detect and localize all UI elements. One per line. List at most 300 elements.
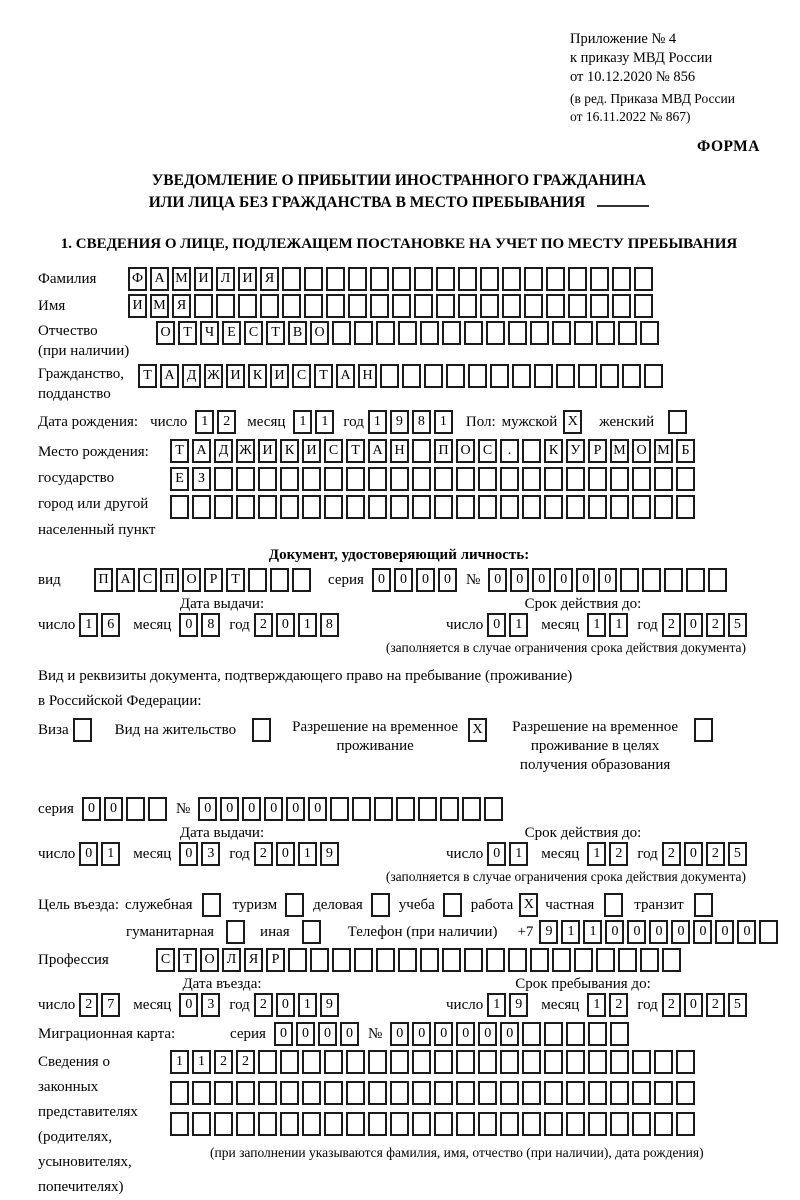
char-cell[interactable] <box>396 797 415 821</box>
char-cell[interactable]: 1 <box>298 842 317 866</box>
char-cell[interactable] <box>759 920 778 944</box>
char-cell[interactable]: 2 <box>254 993 273 1017</box>
char-cell[interactable]: К <box>544 439 563 463</box>
char-cell[interactable]: 7 <box>101 993 120 1017</box>
char-cell[interactable] <box>544 1050 563 1074</box>
char-cell[interactable] <box>478 1112 497 1136</box>
char-cell[interactable]: И <box>302 439 321 463</box>
char-cell[interactable]: Л <box>216 267 235 291</box>
char-cell[interactable]: X <box>468 718 487 742</box>
char-cell[interactable]: 5 <box>728 613 747 637</box>
char-cell[interactable]: 8 <box>412 410 431 434</box>
char-cell[interactable]: 1 <box>192 1050 211 1074</box>
char-cell[interactable] <box>544 1112 563 1136</box>
char-cell[interactable] <box>632 495 651 519</box>
char-cell[interactable] <box>302 495 321 519</box>
char-cell[interactable] <box>346 1112 365 1136</box>
char-cell[interactable]: С <box>244 321 263 345</box>
char-cell[interactable] <box>588 1022 607 1046</box>
char-cell[interactable] <box>214 1081 233 1105</box>
char-cell[interactable] <box>434 1112 453 1136</box>
char-cell[interactable] <box>282 267 301 291</box>
char-cell[interactable]: А <box>368 439 387 463</box>
char-cell[interactable]: 1 <box>509 613 528 637</box>
char-cell[interactable] <box>544 1022 563 1046</box>
char-cell[interactable]: Ч <box>200 321 219 345</box>
char-cell[interactable]: 1 <box>434 410 453 434</box>
char-cell[interactable] <box>216 294 235 318</box>
char-cell[interactable] <box>170 1112 189 1136</box>
char-cell[interactable] <box>412 1081 431 1105</box>
char-cell[interactable]: 2 <box>214 1050 233 1074</box>
char-cell[interactable] <box>442 948 461 972</box>
char-cell[interactable]: 0 <box>487 842 506 866</box>
char-cell[interactable] <box>214 467 233 491</box>
char-cell[interactable] <box>478 1050 497 1074</box>
char-cell[interactable]: 0 <box>693 920 712 944</box>
char-cell[interactable] <box>590 267 609 291</box>
char-cell[interactable] <box>500 1050 519 1074</box>
char-cell[interactable] <box>332 321 351 345</box>
char-cell[interactable]: Т <box>266 321 285 345</box>
char-cell[interactable] <box>524 267 543 291</box>
char-cell[interactable] <box>502 267 521 291</box>
char-cell[interactable]: 0 <box>179 842 198 866</box>
char-cell[interactable]: 0 <box>715 920 734 944</box>
char-cell[interactable]: И <box>128 294 147 318</box>
char-cell[interactable] <box>285 893 304 917</box>
char-cell[interactable]: О <box>456 439 475 463</box>
char-cell[interactable] <box>258 495 277 519</box>
char-cell[interactable] <box>522 1112 541 1136</box>
char-cell[interactable]: 0 <box>576 568 595 592</box>
char-cell[interactable] <box>302 1050 321 1074</box>
char-cell[interactable] <box>292 568 311 592</box>
char-cell[interactable] <box>238 294 257 318</box>
char-cell[interactable]: Р <box>266 948 285 972</box>
char-cell[interactable] <box>508 948 527 972</box>
char-cell[interactable] <box>236 1081 255 1105</box>
char-cell[interactable] <box>632 467 651 491</box>
char-cell[interactable]: 0 <box>532 568 551 592</box>
char-cell[interactable]: 0 <box>179 613 198 637</box>
char-cell[interactable]: С <box>138 568 157 592</box>
char-cell[interactable] <box>371 893 390 917</box>
char-cell[interactable] <box>640 321 659 345</box>
char-cell[interactable]: 9 <box>390 410 409 434</box>
char-cell[interactable] <box>478 467 497 491</box>
char-cell[interactable]: 0 <box>456 1022 475 1046</box>
char-cell[interactable] <box>392 294 411 318</box>
char-cell[interactable] <box>632 1050 651 1074</box>
char-cell[interactable]: К <box>248 364 267 388</box>
char-cell[interactable] <box>604 893 623 917</box>
char-cell[interactable] <box>588 467 607 491</box>
char-cell[interactable] <box>458 294 477 318</box>
char-cell[interactable]: 9 <box>320 993 339 1017</box>
char-cell[interactable] <box>546 267 565 291</box>
char-cell[interactable]: 0 <box>434 1022 453 1046</box>
char-cell[interactable]: М <box>610 439 629 463</box>
char-cell[interactable]: Л <box>222 948 241 972</box>
char-cell[interactable] <box>202 893 221 917</box>
char-cell[interactable] <box>500 1112 519 1136</box>
char-cell[interactable] <box>456 1112 475 1136</box>
char-cell[interactable] <box>304 267 323 291</box>
char-cell[interactable] <box>654 1050 673 1074</box>
char-cell[interactable] <box>566 1022 585 1046</box>
char-cell[interactable] <box>390 1112 409 1136</box>
char-cell[interactable] <box>544 1081 563 1105</box>
char-cell[interactable] <box>414 267 433 291</box>
char-cell[interactable] <box>556 364 575 388</box>
char-cell[interactable] <box>574 321 593 345</box>
char-cell[interactable]: П <box>434 439 453 463</box>
char-cell[interactable] <box>443 893 462 917</box>
char-cell[interactable]: А <box>192 439 211 463</box>
char-cell[interactable] <box>434 1081 453 1105</box>
char-cell[interactable]: 1 <box>561 920 580 944</box>
char-cell[interactable] <box>332 948 351 972</box>
char-cell[interactable]: 9 <box>320 842 339 866</box>
char-cell[interactable] <box>634 294 653 318</box>
char-cell[interactable]: 2 <box>706 613 725 637</box>
char-cell[interactable] <box>346 467 365 491</box>
char-cell[interactable]: 0 <box>274 1022 293 1046</box>
char-cell[interactable] <box>588 1081 607 1105</box>
char-cell[interactable] <box>500 1081 519 1105</box>
char-cell[interactable]: И <box>238 267 257 291</box>
char-cell[interactable] <box>370 267 389 291</box>
char-cell[interactable] <box>456 1081 475 1105</box>
char-cell[interactable]: 0 <box>478 1022 497 1046</box>
char-cell[interactable] <box>544 467 563 491</box>
char-cell[interactable] <box>618 321 637 345</box>
char-cell[interactable] <box>236 495 255 519</box>
char-cell[interactable] <box>252 718 271 742</box>
char-cell[interactable]: Т <box>178 948 197 972</box>
char-cell[interactable] <box>530 948 549 972</box>
char-cell[interactable] <box>566 1050 585 1074</box>
char-cell[interactable] <box>686 568 705 592</box>
char-cell[interactable] <box>610 467 629 491</box>
char-cell[interactable]: 0 <box>684 842 703 866</box>
char-cell[interactable] <box>478 1081 497 1105</box>
char-cell[interactable] <box>392 267 411 291</box>
char-cell[interactable]: 2 <box>236 1050 255 1074</box>
char-cell[interactable] <box>302 920 321 944</box>
char-cell[interactable] <box>464 948 483 972</box>
char-cell[interactable] <box>412 1112 431 1136</box>
char-cell[interactable] <box>236 467 255 491</box>
char-cell[interactable] <box>642 568 661 592</box>
char-cell[interactable] <box>610 1112 629 1136</box>
char-cell[interactable] <box>456 495 475 519</box>
char-cell[interactable] <box>326 294 345 318</box>
char-cell[interactable] <box>352 797 371 821</box>
char-cell[interactable] <box>354 948 373 972</box>
char-cell[interactable] <box>192 495 211 519</box>
char-cell[interactable]: М <box>654 439 673 463</box>
char-cell[interactable] <box>618 948 637 972</box>
char-cell[interactable]: А <box>150 267 169 291</box>
char-cell[interactable] <box>524 294 543 318</box>
char-cell[interactable]: 1 <box>195 410 214 434</box>
char-cell[interactable] <box>632 1081 651 1105</box>
char-cell[interactable] <box>436 294 455 318</box>
char-cell[interactable]: Ж <box>204 364 223 388</box>
char-cell[interactable] <box>694 893 713 917</box>
char-cell[interactable]: 9 <box>539 920 558 944</box>
char-cell[interactable]: 0 <box>179 993 198 1017</box>
char-cell[interactable] <box>676 1050 695 1074</box>
char-cell[interactable] <box>282 294 301 318</box>
char-cell[interactable] <box>600 364 619 388</box>
char-cell[interactable] <box>348 267 367 291</box>
char-cell[interactable] <box>324 467 343 491</box>
char-cell[interactable] <box>610 1022 629 1046</box>
char-cell[interactable]: 2 <box>254 613 273 637</box>
char-cell[interactable]: 2 <box>254 842 273 866</box>
char-cell[interactable]: 0 <box>737 920 756 944</box>
char-cell[interactable]: С <box>478 439 497 463</box>
char-cell[interactable]: М <box>150 294 169 318</box>
char-cell[interactable] <box>522 1081 541 1105</box>
char-cell[interactable]: Т <box>170 439 189 463</box>
char-cell[interactable] <box>464 321 483 345</box>
char-cell[interactable] <box>258 1081 277 1105</box>
char-cell[interactable]: 2 <box>662 842 681 866</box>
char-cell[interactable]: Я <box>172 294 191 318</box>
char-cell[interactable] <box>412 467 431 491</box>
char-cell[interactable] <box>522 467 541 491</box>
char-cell[interactable]: 0 <box>598 568 617 592</box>
char-cell[interactable] <box>346 495 365 519</box>
char-cell[interactable] <box>302 467 321 491</box>
char-cell[interactable] <box>348 294 367 318</box>
char-cell[interactable] <box>258 1050 277 1074</box>
char-cell[interactable]: О <box>310 321 329 345</box>
char-cell[interactable] <box>412 1050 431 1074</box>
char-cell[interactable] <box>302 1081 321 1105</box>
char-cell[interactable] <box>280 1050 299 1074</box>
char-cell[interactable] <box>368 495 387 519</box>
char-cell[interactable]: Р <box>588 439 607 463</box>
char-cell[interactable] <box>610 1081 629 1105</box>
char-cell[interactable] <box>380 364 399 388</box>
char-cell[interactable] <box>270 568 289 592</box>
char-cell[interactable] <box>390 1081 409 1105</box>
char-cell[interactable] <box>236 1112 255 1136</box>
char-cell[interactable] <box>486 321 505 345</box>
char-cell[interactable]: И <box>226 364 245 388</box>
char-cell[interactable]: 1 <box>315 410 334 434</box>
char-cell[interactable] <box>578 364 597 388</box>
char-cell[interactable] <box>418 797 437 821</box>
char-cell[interactable] <box>434 495 453 519</box>
char-cell[interactable] <box>368 1081 387 1105</box>
char-cell[interactable] <box>398 948 417 972</box>
char-cell[interactable] <box>568 294 587 318</box>
char-cell[interactable] <box>368 467 387 491</box>
char-cell[interactable] <box>610 495 629 519</box>
char-cell[interactable] <box>310 948 329 972</box>
char-cell[interactable]: 0 <box>276 993 295 1017</box>
char-cell[interactable]: 0 <box>82 797 101 821</box>
char-cell[interactable]: 1 <box>298 613 317 637</box>
char-cell[interactable] <box>456 1050 475 1074</box>
char-cell[interactable]: Н <box>390 439 409 463</box>
char-cell[interactable]: 0 <box>242 797 261 821</box>
char-cell[interactable]: 0 <box>488 568 507 592</box>
char-cell[interactable]: 1 <box>587 842 606 866</box>
char-cell[interactable] <box>390 495 409 519</box>
char-cell[interactable] <box>590 294 609 318</box>
char-cell[interactable] <box>302 1112 321 1136</box>
char-cell[interactable] <box>552 321 571 345</box>
char-cell[interactable] <box>192 1081 211 1105</box>
char-cell[interactable] <box>376 321 395 345</box>
char-cell[interactable]: 0 <box>264 797 283 821</box>
char-cell[interactable] <box>522 1022 541 1046</box>
char-cell[interactable] <box>566 495 585 519</box>
char-cell[interactable] <box>522 439 541 463</box>
char-cell[interactable] <box>446 364 465 388</box>
char-cell[interactable]: 2 <box>79 993 98 1017</box>
char-cell[interactable]: 0 <box>627 920 646 944</box>
char-cell[interactable] <box>610 1050 629 1074</box>
char-cell[interactable] <box>434 467 453 491</box>
char-cell[interactable]: Я <box>244 948 263 972</box>
char-cell[interactable]: 0 <box>649 920 668 944</box>
char-cell[interactable] <box>676 467 695 491</box>
char-cell[interactable] <box>370 294 389 318</box>
char-cell[interactable] <box>512 364 531 388</box>
char-cell[interactable]: 0 <box>684 613 703 637</box>
char-cell[interactable]: Т <box>346 439 365 463</box>
char-cell[interactable]: 3 <box>201 993 220 1017</box>
char-cell[interactable]: 0 <box>671 920 690 944</box>
char-cell[interactable]: З <box>192 467 211 491</box>
char-cell[interactable] <box>424 364 443 388</box>
char-cell[interactable]: 0 <box>487 613 506 637</box>
char-cell[interactable] <box>490 364 509 388</box>
char-cell[interactable]: 2 <box>609 993 628 1017</box>
char-cell[interactable] <box>194 294 213 318</box>
char-cell[interactable] <box>662 948 681 972</box>
char-cell[interactable]: 0 <box>390 1022 409 1046</box>
char-cell[interactable]: Р <box>204 568 223 592</box>
char-cell[interactable]: 0 <box>500 1022 519 1046</box>
char-cell[interactable] <box>414 294 433 318</box>
char-cell[interactable] <box>148 797 167 821</box>
char-cell[interactable] <box>500 467 519 491</box>
char-cell[interactable] <box>346 1081 365 1105</box>
char-cell[interactable] <box>326 267 345 291</box>
char-cell[interactable] <box>486 948 505 972</box>
char-cell[interactable]: У <box>566 439 585 463</box>
char-cell[interactable] <box>566 1081 585 1105</box>
char-cell[interactable] <box>214 495 233 519</box>
char-cell[interactable] <box>664 568 683 592</box>
char-cell[interactable] <box>402 364 421 388</box>
char-cell[interactable]: 1 <box>101 842 120 866</box>
char-cell[interactable]: 0 <box>276 842 295 866</box>
char-cell[interactable] <box>620 568 639 592</box>
char-cell[interactable]: И <box>258 439 277 463</box>
char-cell[interactable] <box>654 495 673 519</box>
char-cell[interactable] <box>192 1112 211 1136</box>
char-cell[interactable]: 1 <box>583 920 602 944</box>
char-cell[interactable]: К <box>280 439 299 463</box>
char-cell[interactable] <box>668 410 687 434</box>
char-cell[interactable]: 0 <box>308 797 327 821</box>
char-cell[interactable] <box>436 267 455 291</box>
char-cell[interactable]: Н <box>358 364 377 388</box>
char-cell[interactable]: 1 <box>170 1050 189 1074</box>
char-cell[interactable]: 0 <box>276 613 295 637</box>
char-cell[interactable] <box>368 1112 387 1136</box>
char-cell[interactable]: 0 <box>438 568 457 592</box>
char-cell[interactable] <box>330 797 349 821</box>
char-cell[interactable]: Ж <box>236 439 255 463</box>
char-cell[interactable] <box>258 467 277 491</box>
char-cell[interactable]: 0 <box>286 797 305 821</box>
char-cell[interactable]: Я <box>260 267 279 291</box>
char-cell[interactable] <box>640 948 659 972</box>
char-cell[interactable]: П <box>94 568 113 592</box>
char-cell[interactable] <box>534 364 553 388</box>
char-cell[interactable] <box>170 1081 189 1105</box>
char-cell[interactable] <box>654 1112 673 1136</box>
char-cell[interactable]: 0 <box>296 1022 315 1046</box>
char-cell[interactable]: 0 <box>198 797 217 821</box>
char-cell[interactable] <box>634 267 653 291</box>
char-cell[interactable] <box>632 1112 651 1136</box>
char-cell[interactable]: Т <box>138 364 157 388</box>
char-cell[interactable]: С <box>156 948 175 972</box>
char-cell[interactable]: 1 <box>609 613 628 637</box>
char-cell[interactable]: 1 <box>293 410 312 434</box>
char-cell[interactable] <box>170 495 189 519</box>
char-cell[interactable]: 1 <box>298 993 317 1017</box>
char-cell[interactable]: 2 <box>662 613 681 637</box>
char-cell[interactable]: 0 <box>394 568 413 592</box>
char-cell[interactable]: П <box>160 568 179 592</box>
char-cell[interactable] <box>420 948 439 972</box>
char-cell[interactable]: 0 <box>416 568 435 592</box>
char-cell[interactable]: Б <box>676 439 695 463</box>
char-cell[interactable] <box>280 467 299 491</box>
char-cell[interactable] <box>214 1112 233 1136</box>
char-cell[interactable]: 1 <box>509 842 528 866</box>
char-cell[interactable]: А <box>336 364 355 388</box>
char-cell[interactable]: 1 <box>587 993 606 1017</box>
char-cell[interactable]: 3 <box>201 842 220 866</box>
char-cell[interactable] <box>324 495 343 519</box>
char-cell[interactable]: 0 <box>340 1022 359 1046</box>
char-cell[interactable]: 0 <box>104 797 123 821</box>
char-cell[interactable]: Т <box>226 568 245 592</box>
char-cell[interactable]: 0 <box>79 842 98 866</box>
char-cell[interactable]: X <box>563 410 582 434</box>
char-cell[interactable] <box>434 1050 453 1074</box>
char-cell[interactable] <box>73 718 92 742</box>
char-cell[interactable] <box>126 797 145 821</box>
char-cell[interactable]: 8 <box>201 613 220 637</box>
char-cell[interactable] <box>596 321 615 345</box>
char-cell[interactable] <box>502 294 521 318</box>
